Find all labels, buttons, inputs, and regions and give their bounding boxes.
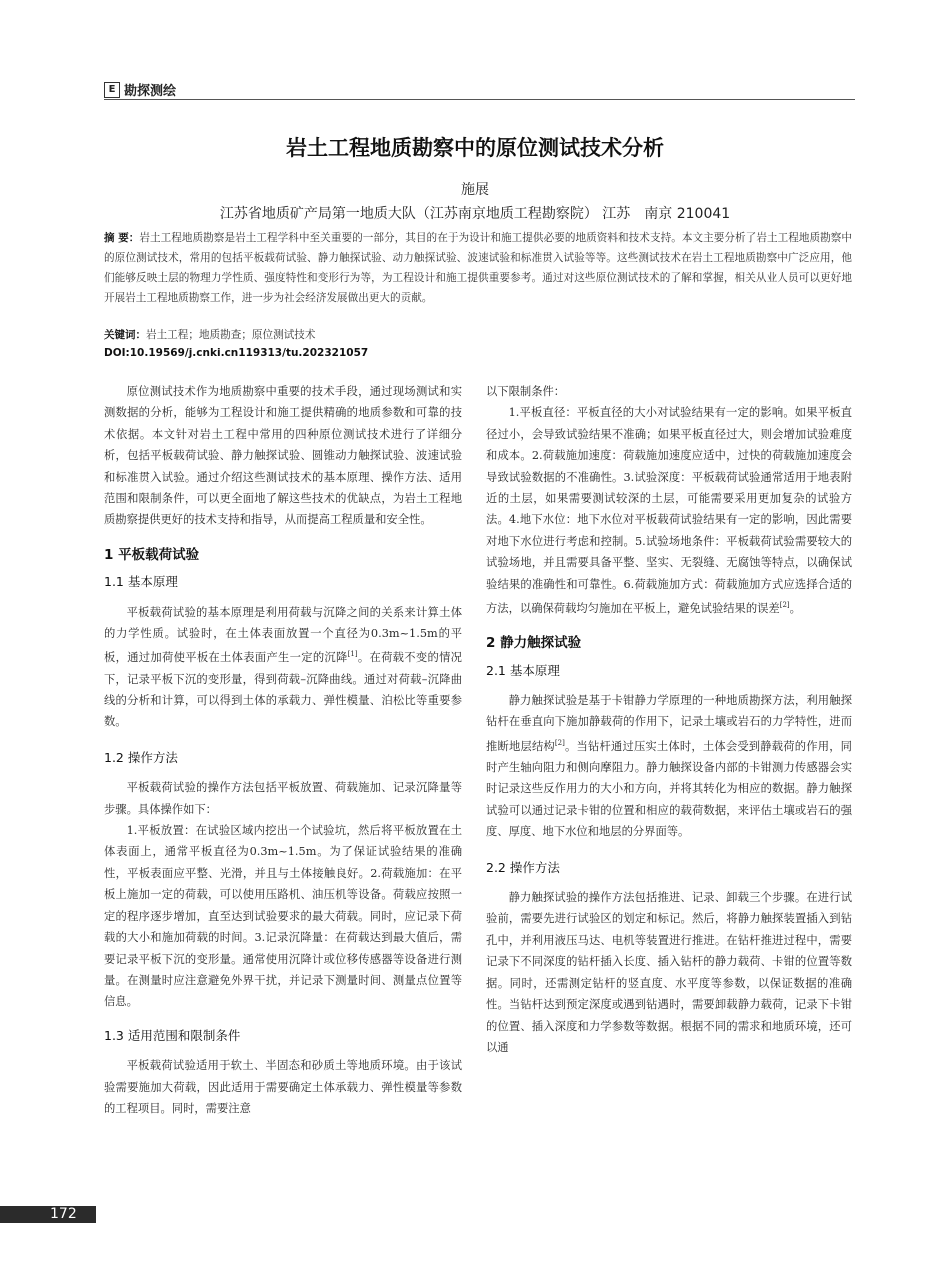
affiliation: 江苏省地质矿产局第一地质大队（江苏南京地质工程勘察院） 江苏 南京 210041 [219, 206, 731, 222]
citation-1: [1] [347, 650, 358, 659]
keywords [104, 327, 852, 342]
doi: DOI:10.19569/j.cnki.cn119313/tu.202321057 [104, 347, 369, 359]
section-1-3-heading: 1.3 适用范围和限制条件 [104, 1027, 241, 1043]
section-1-1-text-b: 。在荷载不变的情况下，记录平板下沉的变形量，得到荷载–沉降曲线。通过对荷载–沉降曲线的分析和计算，可以得到土体的承载力、弹性模量、泊松比等重要参数。 [104, 651, 462, 729]
section-2-2-paragraph: 静力触探试验的操作方法包括推进、记录、卸载三个步骤。在进行试验前，需要先进行试验区的划定和标记。然后，将静力触探装置插入到钻孔中，并利用液压马达、电机等装置进行推进。在钻杆推进过程中，需要记录下不同深度的钻杆插入长度、插入钻杆的静力载荷、卡钳的位置等数据。同时，还需测定钻杆的竖直度、水平度等参数，以保证数据的准确性。当钻杆达到预定深度或遇到钻遇时，需要卸载静力载荷，记录下卡钳的位置、插入深度和力学参数等数据。根据不同的需求和地质环境，还可以通 [486, 891, 852, 1054]
section-2-2-heading: 2.2 操作方法 [486, 859, 560, 875]
intro-paragraph: 原位测试技术作为地质勘察中重要的技术手段，通过现场测试和实测数据的分析，能够为工程设计和施工提供精确的地质参数和可靠的技术依据。本文针对岩土工程中常用的四种原位测试技术进行了详细分析，包括平板载荷试验、静力触探试验、圆锥动力触探试验、波速试验和标准贯入试验。通过介绍这些测试技术的基本原理、操作方法、适用范围和限制条件，可以更全面地了解这些技术的优缺点，为岩土工程地质勘察提供更好的技术支持和指导，从而提高工程质量和安全性。 [104, 385, 462, 527]
continuation-text: 以下限制条件： [486, 385, 566, 398]
right-column [486, 381, 852, 1058]
section-1-3-paragraph: 平板载荷试验适用于软土、半固态和砂质土等地质环境。由于该试验需要施加大荷载，因此适用于需要确定土体承载力、弹性模量等参数的工程项目。同时，需要注意 [104, 1059, 462, 1115]
header-rule [104, 99, 855, 100]
section-2-heading: 2 静力触探试验 [486, 635, 582, 652]
section-1-1-heading: 1.1 基本原理 [104, 574, 178, 590]
journal-logo: E [104, 82, 120, 98]
keywords-label: 关键词： [104, 329, 146, 341]
limitations-paragraph [486, 402, 852, 619]
left-column [104, 381, 462, 1119]
page-number-bar [0, 1206, 96, 1223]
section-1-2-paragraph-2: 1.平板放置：在试验区域内挖出一个试验坑，然后将平板放置在土体表面上，通常平板直径为0.3m~1.5m。为了保证试验结果的准确性，平板表面应平整、光滑，并且与土体接触良好。2.荷载施加：在平板上施加一定的荷载，可以使用压路机、油压机等设备。荷载应按照一定的程序逐步增加，直至达到试验要求的最大荷载。同时，应记录下荷载的大小和施加荷载的时间。3.记录沉降量：在荷载达到最大值后，需要记录平板下沉的变形量。通常使用沉降计或位移传感器等设备进行测量。在测量时应注意避免外界干扰，并记录下测量时间、测量点位置等信息。 [104, 824, 462, 1009]
section-name: 勘探测绘 [124, 84, 177, 99]
abstract-label: 摘 要： [104, 232, 140, 244]
author: 施展 [461, 182, 489, 198]
section-2-1-paragraph [486, 690, 852, 843]
citation-3: [2] [554, 738, 565, 747]
limitations-end: 。 [789, 601, 801, 615]
section-2-1-text-a: 静力触探试验是基于卡钳静力学原理的一种地质勘探方法，利用触探钻杆在垂直向下施加静载荷的作用下，记录土壤或岩石的力学特性，进而推断地层结构 [486, 694, 852, 753]
section-1-2-heading: 1.2 操作方法 [104, 749, 178, 765]
section-1-1-text-a: 平板载荷试验的基本原理是利用荷载与沉降之间的关系来计算土体的力学性质。试验时，在土体表面放置一个直径为0.3m~1.5m的平板，通过加荷使平板在土体表面产生一定的沉降 [104, 605, 462, 665]
page-number: 172 [50, 1206, 77, 1222]
keywords-text: 岩土工程；地质勘查；原位测试技术 [146, 329, 316, 341]
section-1-heading: 1 平板载荷试验 [104, 546, 200, 563]
section-2-1-heading: 2.1 基本原理 [486, 662, 560, 678]
journal-header [104, 80, 176, 99]
article-title: 岩土工程地质勘察中的原位测试技术分析 [286, 136, 664, 160]
section-2-1-text-b: 。当钻杆通过压实土体时，土体会受到静载荷的作用，同时产生轴向阻力和侧向摩阻力。静力触探设备内部的卡钳测力传感器会实时记录这些反作用力的大小和方向，并将其转化为相应的数据。静力触探试验可以通过记录卡钳的位置和相应的载荷数据，来评估土壤或岩石的强度、厚度、地下水位和地层的分界面等。 [486, 739, 852, 839]
limitations-text: 1.平板直径：平板直径的大小对试验结果有一定的影响。如果平板直径过小，会导致试验结果不准确；如果平板直径过大，则会增加试验难度和成本。2.荷载施加速度：荷载施加速度应适中，过快的荷载施加速度会导致试验数据的不准确性。3.试验深度：平板载荷试验通常适用于地表附近的土层，如果需要测试较深的土层，可能需要采用更加复杂的试验方法。4.地下水位：地下水位对平板载荷试验结果有一定的影响，因此需要对地下水位进行考虑和控制。5.试验场地条件：平板载荷试验需要较大的试验场地，并且需要具备平整、坚实、无裂缝、无腐蚀等特点，以确保试验结果的准确性和可靠性。6.荷载施加方式：荷载施加方式应选择合适的方法，以确保荷载均匀施加在平板上，避免试验结果的误差 [486, 406, 852, 615]
citation-2: [2] [779, 601, 790, 610]
abstract [104, 228, 852, 308]
abstract-text: 岩土工程地质勘察是岩土工程学科中至关重要的一部分，其目的在于为设计和施工提供必要的地质资料和技术支持。本文主要分析了岩土工程地质勘察中的原位测试技术，常用的包括平板载荷试验、静力触探试验、动力触探试验、波速试验和标准贯入试验等等。这些测试技术在岩土工程地质勘察中广泛应用，他们能够反映土层的物理力学性质、强度特性和变形行为等，为工程设计和施工提供重要参考。通过对这些原位测试技术的了解和掌握，相关从业人员可以更好地开展岩土工程地质勘察工作，进一步为社会经济发展做出更大的贡献。 [104, 232, 853, 304]
section-1-1-paragraph [104, 602, 462, 733]
section-1-2-paragraph-1: 平板载荷试验的操作方法包括平板放置、荷载施加、记录沉降量等步骤。具体操作如下： [104, 781, 462, 816]
